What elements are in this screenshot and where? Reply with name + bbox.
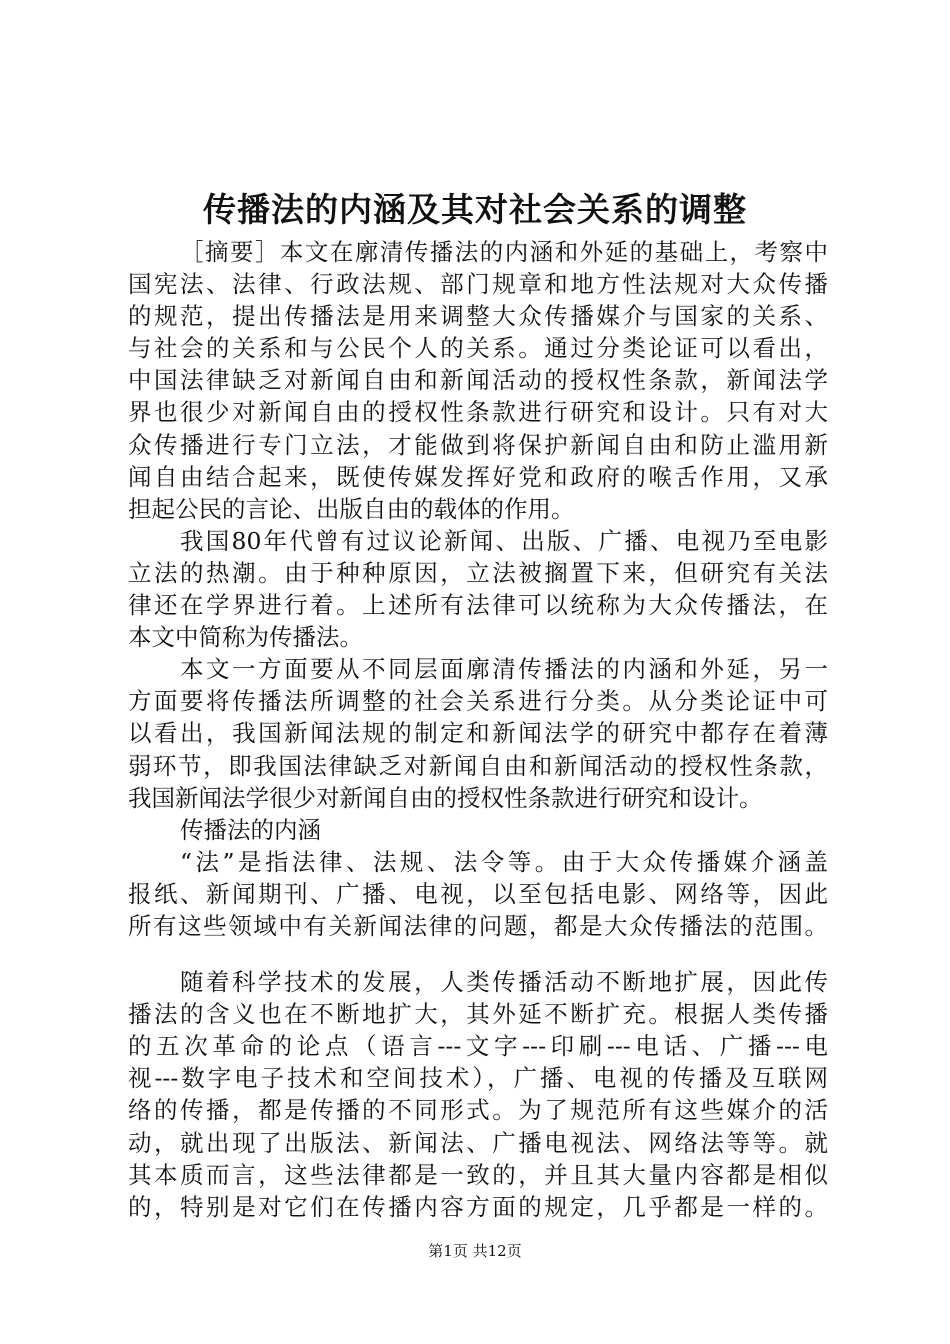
text-line: 中国法律缺乏对新闻自由和新闻活动的授权性条款，新闻法学 xyxy=(128,366,828,395)
text-line: 的，特别是对它们在传播内容方面的规定，几乎都是一样的。 xyxy=(128,1192,828,1221)
text-line: 络的传播，都是传播的不同形式。为了规范所有这些媒介的活 xyxy=(128,1096,828,1125)
text-line: ［摘要］本文在廓清传播法的内涵和外延的基础上，考察中 xyxy=(180,238,828,266)
text-line: 其本质而言，这些法律都是一致的，并且其大量内容都是相似 xyxy=(128,1160,828,1189)
text-line: 立法的热潮。由于种种原因，立法被搁置下来，但研究有关法 xyxy=(128,558,828,587)
text-line: 随着科学技术的发展，人类传播活动不断地扩展，因此传 xyxy=(180,968,828,997)
text-line: 本文中简称为传播法。 xyxy=(128,623,363,652)
text-line: 担起公民的言论、出版自由的载体的作用。 xyxy=(128,494,575,523)
text-line: 与社会的关系和与公民个人的关系。通过分类论证可以看出， xyxy=(128,334,828,363)
text-line: 的五次革命的论点（语言---文字---印刷---电话、广播---电 xyxy=(128,1032,828,1061)
text-line: 界也很少对新闻自由的授权性条款进行研究和设计。只有对大 xyxy=(128,398,828,427)
text-line: “法”是指法律、法规、法令等。由于大众传播媒介涵盖 xyxy=(180,847,828,876)
text-line: 动，就出现了出版法、新闻法、广播电视法、网络法等等。就 xyxy=(128,1128,828,1157)
text-line: 视---数字电子技术和空间技术），广播、电视的传播及互联网 xyxy=(128,1064,828,1093)
text-line: 报纸、新闻期刊、广播、电视，以至包括电影、网络等，因此 xyxy=(128,879,828,908)
text-line: 方面要将传播法所调整的社会关系进行分类。从分类论证中可 xyxy=(128,687,828,716)
text-line: 本文一方面要从不同层面廓清传播法的内涵和外延，另一 xyxy=(180,655,828,684)
text-line: 的规范，提出传播法是用来调整大众传播媒介与国家的关系、 xyxy=(128,302,828,331)
text-line: 我国80年代曾有过议论新闻、出版、广播、电视乃至电影 xyxy=(180,526,828,555)
document-body xyxy=(128,236,828,1223)
text-line: 所有这些领域中有关新闻法律的问题，都是大众传播法的范围。 xyxy=(128,911,828,940)
text-line: 闻自由结合起来，既使传媒发挥好党和政府的喉舌作用，又承 xyxy=(128,462,828,491)
text-line: 弱环节，即我国法律缺乏对新闻自由和新闻活动的授权性条款， xyxy=(128,751,828,780)
page-footer: 第1页 共12页 xyxy=(428,1242,522,1260)
section-heading: 传播法的内涵 xyxy=(180,815,321,844)
document-title: 传播法的内涵及其对社会关系的调整 xyxy=(203,190,747,229)
text-line: 国宪法、法律、行政法规、部门规章和地方性法规对大众传播 xyxy=(128,270,828,299)
text-line: 我国新闻法学很少对新闻自由的授权性条款进行研究和设计。 xyxy=(128,783,763,812)
text-line: 众传播进行专门立法，才能做到将保护新闻自由和防止滥用新 xyxy=(128,430,828,459)
text-line: 律还在学界进行着。上述所有法律可以统称为大众传播法，在 xyxy=(128,591,828,620)
text-line: 播法的含义也在不断地扩大，其外延不断扩充。根据人类传播 xyxy=(128,1000,828,1029)
text-line: 以看出，我国新闻法规的制定和新闻法学的研究中都存在着薄 xyxy=(128,719,828,748)
